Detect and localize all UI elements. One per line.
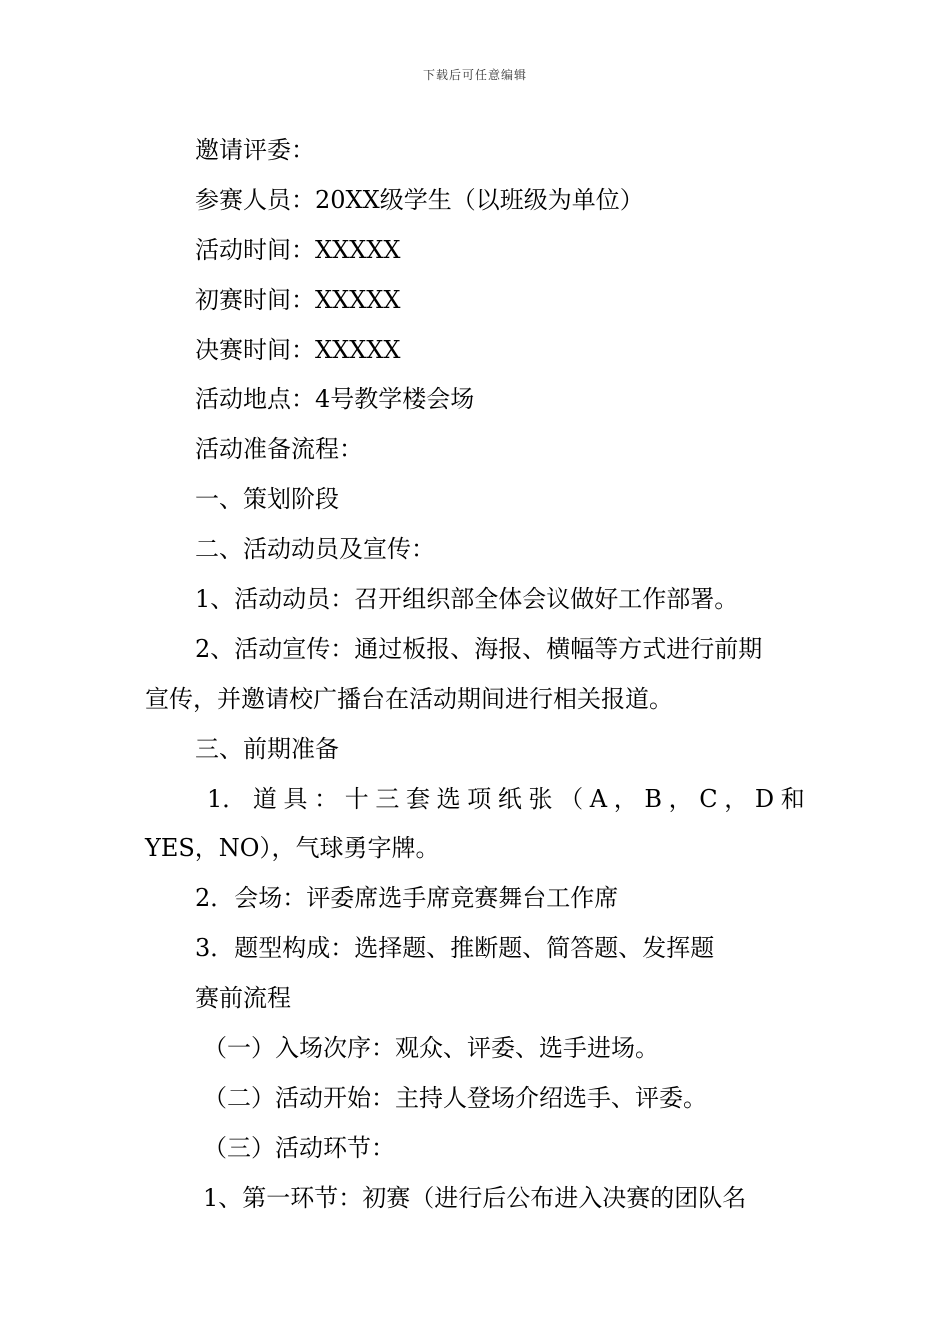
stage1-heading: 一、策划阶段 bbox=[195, 485, 339, 513]
entry-order-line: （一）入场次序：观众、评委、选手进场。 bbox=[203, 1034, 659, 1062]
props-char: 选 bbox=[436, 785, 461, 813]
first-segment-line: 1、第一环节：初赛（进行后公布进入决赛的团队名 bbox=[203, 1184, 747, 1212]
props-char: 纸 bbox=[497, 785, 522, 813]
mobilize-line: 1、活动动员：召开组织部全体会议做好工作部署。 bbox=[195, 585, 739, 613]
props-char: B bbox=[644, 785, 663, 813]
activity-time-line: 活动时间：XXXXX bbox=[195, 236, 401, 264]
question-types-line: 3．题型构成：选择题、推断题、简答题、发挥题 bbox=[195, 934, 715, 962]
start-line: （二）活动开始：主持人登场介绍选手、评委。 bbox=[203, 1084, 707, 1112]
prep-process-heading: 活动准备流程： bbox=[195, 435, 363, 463]
publicity-line-2: 宣传，并邀请校广播台在活动期间进行相关报道。 bbox=[145, 685, 673, 713]
props-char: C bbox=[699, 785, 718, 813]
page-header: 下载后可任意编辑 bbox=[422, 68, 527, 82]
pre-match-heading: 赛前流程 bbox=[195, 984, 291, 1012]
props-char: 项 bbox=[467, 785, 492, 813]
props-char: 张 bbox=[528, 785, 553, 813]
final-time-line: 决赛时间：XXXXX bbox=[195, 336, 401, 364]
props-line-2: YES，NO），气球勇字牌。 bbox=[145, 834, 440, 862]
venue-line: 2．会场：评委席选手席竞赛舞台工作席 bbox=[195, 884, 619, 912]
publicity-line-1: 2、活动宣传：通过板报、海报、横幅等方式进行前期 bbox=[195, 635, 763, 663]
judges-line: 邀请评委： bbox=[195, 136, 315, 164]
stage3-heading: 三、前期准备 bbox=[195, 735, 339, 763]
props-char: 道 bbox=[252, 785, 277, 813]
props-line-1 bbox=[207, 784, 805, 814]
props-char: ， bbox=[668, 785, 693, 813]
props-char: 十 bbox=[344, 785, 369, 813]
props-char: 具 bbox=[283, 785, 308, 813]
location-line: 活动地点：4号教学楼会场 bbox=[195, 385, 475, 413]
props-char: （ bbox=[559, 785, 584, 813]
segments-line: （三）活动环节： bbox=[203, 1134, 395, 1162]
props-char: 套 bbox=[406, 785, 431, 813]
props-char: ， bbox=[724, 785, 749, 813]
props-char: 1． bbox=[207, 785, 247, 813]
props-char: ： bbox=[314, 785, 339, 813]
stage2-heading: 二、活动动员及宣传： bbox=[195, 535, 435, 563]
props-char: 三 bbox=[375, 785, 400, 813]
props-char: A bbox=[589, 785, 608, 813]
props-char: 和 bbox=[780, 785, 805, 813]
props-char: ， bbox=[613, 785, 638, 813]
props-char: D bbox=[754, 785, 775, 813]
prelim-time-line: 初赛时间：XXXXX bbox=[195, 286, 401, 314]
participants-line: 参赛人员：20XX级学生（以班级为单位） bbox=[195, 186, 644, 214]
